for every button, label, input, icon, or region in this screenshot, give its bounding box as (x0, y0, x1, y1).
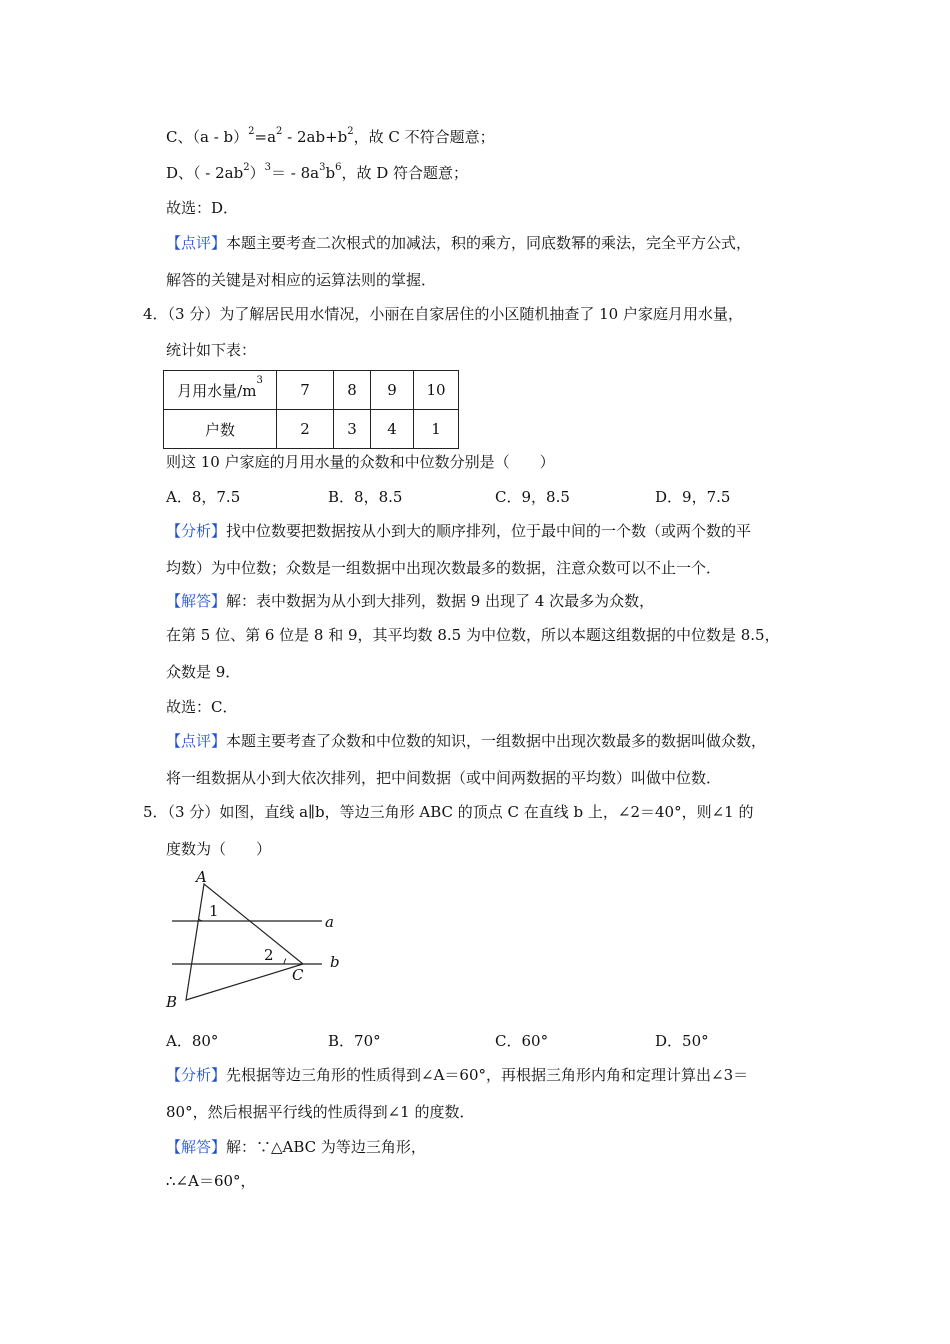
q4-stem-line-2: 统计如下表： (166, 341, 257, 359)
q4-stem-text: （3 分）为了解居民用水情况，小丽在自家居住的小区随机抽查了 10 户家庭月用水量， (167, 305, 743, 323)
q5-solution-line-1 (166, 1137, 426, 1157)
q3-comment-text: 本题主要考查二次根式的加减法，积的乘方，同底数幂的乘法，完全平方公式， (226, 234, 752, 252)
q5-stem-text: （3 分）如图，直线 a∥b，等边三角形 ABC 的顶点 C 在直线 b 上，∠2＝40°，则∠1 的 (167, 803, 754, 821)
q3-c-expr: （a - b） (192, 128, 249, 146)
q4-solution-line-1 (166, 591, 654, 611)
q4-comment-line-1 (166, 731, 766, 751)
table-cell: 3 (334, 410, 371, 449)
analysis-tag: 【分析】 (166, 522, 227, 540)
q3-choice: 故选：D． (166, 199, 239, 217)
q4-solution-line-3: 众数是 9． (166, 663, 241, 681)
q5-analysis-text: 先根据等边三角形的性质得到∠A＝60°，再根据三角形内角和定理计算出∠3＝ (226, 1066, 749, 1084)
table-cell: 7 (277, 371, 334, 410)
label-angle-2: 2 (264, 946, 274, 964)
label-b: b (330, 953, 340, 971)
q3-c-label: C、 (166, 128, 193, 146)
q3-d-exp-b6: 6 (335, 162, 342, 173)
q5-option-b[interactable]: B．70° (328, 1032, 381, 1050)
usage-header: 月用水量/m (177, 381, 257, 400)
usage-header-exp: 3 (256, 374, 263, 386)
q5-stem-line-2: 度数为（ ） (166, 840, 272, 858)
q3-d-expr: （ - 2ab (193, 164, 244, 182)
q3-c-mid: - 2ab+b (282, 128, 348, 146)
solution-tag: 【解答】 (166, 1138, 227, 1156)
table-cell: 10 (414, 371, 459, 410)
q5-analysis-line-1 (166, 1065, 748, 1085)
q4-stem-line-1 (143, 304, 743, 324)
water-usage-table (163, 370, 459, 449)
q3-comment-line-2: 解答的关键是对相应的运算法则的掌握． (166, 271, 437, 289)
label-C: C (292, 966, 304, 984)
q4-question: 则这 10 户家庭的月用水量的众数和中位数分别是（ ） (166, 453, 555, 471)
q3-c-exp: 2 (248, 126, 255, 137)
q4-analysis-text: 找中位数要把数据按从小到大的顺序排列，位于最中间的一个数（或两个数的平 (226, 522, 752, 540)
q3-c-exp-a: 2 (276, 126, 283, 137)
triangle-parallel-lines-figure (160, 866, 350, 1016)
table-cell: 8 (334, 371, 371, 410)
q3-d-tail: ，故 D 符合题意； (341, 164, 469, 182)
q4-comment-line-2: 将一组数据从小到大依次排列，把中间数据（或中间两数据的平均数）叫做中位数． (166, 769, 722, 787)
q3-d-b: b (325, 164, 336, 182)
q4-number: 4． (143, 305, 168, 323)
solution-tag: 【解答】 (166, 592, 227, 610)
q3-d-close: ） (249, 164, 265, 182)
q3-c-tail: ，故 C 不符合题意； (353, 128, 495, 146)
q5-solution-line-2: ∴∠A＝60°， (166, 1172, 256, 1190)
q5-number: 5． (143, 803, 168, 821)
triangle-abc (186, 884, 303, 1000)
q5-option-d[interactable]: D．50° (655, 1032, 709, 1050)
q3-d-exp3: 3 (264, 162, 271, 173)
q3-d-eq: ＝ - 8a (271, 164, 320, 182)
q4-choice: 故选：C． (166, 698, 238, 716)
q4-analysis-line-1 (166, 521, 751, 541)
q5-stem-line-1 (143, 802, 753, 822)
label-angle-1: 1 (209, 902, 219, 920)
table-row (164, 410, 459, 449)
q5-solution-text: 解：∵△ABC 为等边三角形， (226, 1138, 426, 1156)
q3-d-label: D、 (166, 164, 194, 182)
q4-analysis-line-2: 均数）为中位数；众数是一组数据中出现次数最多的数据，注意众数可以不止一个． (166, 559, 722, 577)
angle-2-arc (284, 959, 286, 965)
q5-option-a[interactable]: A．80° (166, 1032, 219, 1050)
q4-option-c[interactable]: C．9，8.5 (495, 488, 570, 506)
q4-option-d[interactable]: D．9，7.5 (655, 488, 731, 506)
q3-d-exp-a3: 3 (319, 162, 326, 173)
q4-solution-text: 解：表中数据为从小到大排列，数据 9 出现了 4 次最多为众数， (226, 592, 655, 610)
q4-option-a[interactable]: A．8，7.5 (166, 488, 241, 506)
q3-c-eq: =a (254, 128, 277, 146)
table-cell: 2 (277, 410, 334, 449)
table-header-cell (164, 371, 277, 410)
q5-analysis-line-2: 80°，然后根据平行线的性质得到∠1 的度数． (166, 1103, 475, 1121)
q3-c-exp-b: 2 (347, 126, 354, 137)
comment-tag: 【点评】 (166, 732, 227, 750)
table-cell: 9 (371, 371, 414, 410)
q3-option-d-line (166, 163, 468, 183)
q5-option-c[interactable]: C．60° (495, 1032, 549, 1050)
q4-option-b[interactable]: B．8，8.5 (328, 488, 403, 506)
table-header-cell: 户数 (164, 410, 277, 449)
q3-comment-line-1 (166, 233, 751, 253)
analysis-tag: 【分析】 (166, 1066, 227, 1084)
q4-solution-line-2: 在第 5 位、第 6 位是 8 和 9，其平均数 8.5 为中位数，所以本题这组数据的中位数是 8.5， (166, 626, 780, 644)
label-A: A (196, 868, 207, 886)
q3-d-exp2: 2 (243, 162, 250, 173)
comment-tag: 【点评】 (166, 234, 227, 252)
table-cell: 1 (414, 410, 459, 449)
q4-comment-text: 本题主要考查了众数和中位数的知识，一组数据中出现次数最多的数据叫做众数， (226, 732, 767, 750)
table-cell: 4 (371, 410, 414, 449)
table-row (164, 371, 459, 410)
q3-option-c-line (166, 127, 495, 147)
label-B: B (166, 993, 178, 1011)
label-a: a (325, 913, 334, 931)
